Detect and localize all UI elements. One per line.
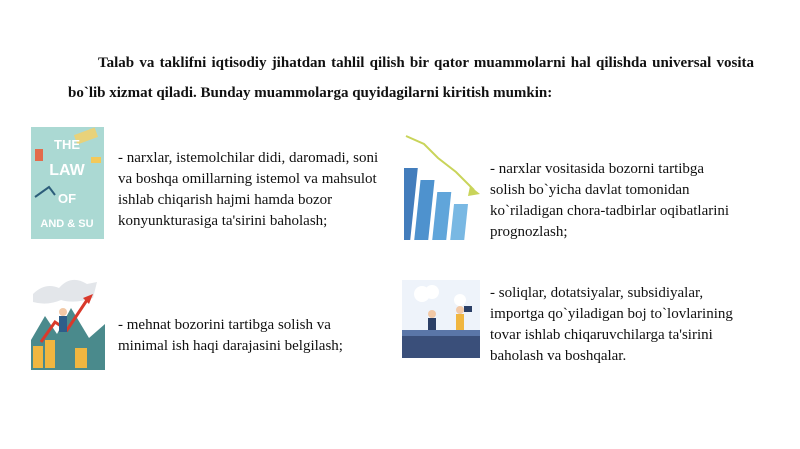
business-growth-illustration-icon [31,264,105,370]
cover-line-1: THE [54,137,80,152]
list-item: - narxlar vositasida bozorni tartibga solish bo`yicha davlat tomonidan ko`riladigan chora-tadbirlar oqibatlarini prognozlash; [490,161,730,240]
cover-line-4: AND & SU [40,218,94,230]
intro-paragraph: Talab va taklifni iqtisodiy jihatdan tahlil qilish bir qator muammolarni hal qilishda universal vosita bo`lib xizmat qiladi. Bunday muammolarga quyidagilarni kiritish mumkin: [68,55,754,101]
book-cover-law-of-demand-icon [31,127,104,239]
declining-bar-chart-icon [404,128,482,240]
list-item: - soliqlar, dotatsiyalar, subsidiyalar, importga qo`yiladigan boj to`lovlarining tovar ishlab chiqaruvchilarga ta'sirini baholash va boshqalar. [490,285,733,364]
list-item: - mehnat bozorini tartibga solish va minimal ish haqi darajasini belgilash; [118,317,343,354]
list-item: - narxlar, istemolchilar didi, daromadi, soni va boshqa omillarning istemol va mahsulot ishlab chiqarish hajmi hamda bozor konyunkturasiga ta'sirini baholash; [118,150,379,229]
people-on-platform-illustration-icon [402,280,480,358]
cover-line-2: LAW [49,162,85,179]
cover-line-3: OF [57,191,77,206]
